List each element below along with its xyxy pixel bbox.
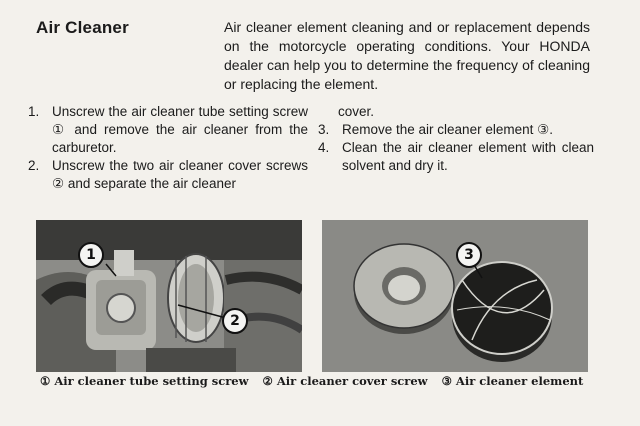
figure-caption [40, 374, 600, 388]
intro-text: Air cleaner element cleaning and or replacement depends on the motorcycle operating conditions. Your HONDA dealer can help you to determine the frequency of cleaning or replacing the element. [224, 19, 590, 92]
step-2 [28, 157, 308, 193]
air-cleaner-element-illustration [322, 220, 588, 372]
callout-3: 3 [456, 242, 482, 268]
step-text: Clean the air cleaner element with clean solvent and dry it. [342, 140, 594, 173]
step-text: Unscrew the two air cleaner cover screws ② and separate the air cleaner [52, 158, 308, 191]
caption-item-1: ① Air cleaner tube setting screw [40, 374, 249, 388]
step-4 [318, 139, 594, 175]
step-number: 1. [28, 104, 40, 119]
callout-1: 1 [78, 242, 104, 268]
step-1 [28, 103, 308, 157]
step-text: Unscrew the air cleaner tube setting screw ① and remove the air cleaner from the carburetor. [52, 104, 308, 155]
caption-item-2: ② Air cleaner cover screw [262, 374, 428, 388]
step-number: 4. [318, 140, 330, 155]
step-3 [318, 121, 594, 139]
step-text: Remove the air cleaner element ③. [342, 122, 553, 137]
steps-column-right [318, 103, 594, 175]
step-2-continued [318, 103, 594, 121]
carburetor-illustration [36, 220, 302, 372]
caption-item-3: ③ Air cleaner element [441, 374, 584, 388]
carburetor-photo [36, 220, 302, 372]
air-cleaner-element-photo [322, 220, 588, 372]
step-number: 3. [318, 122, 330, 137]
steps-column-left [28, 103, 308, 193]
callout-2: 2 [222, 308, 248, 334]
step-text: cover. [338, 104, 375, 119]
intro-paragraph [224, 18, 590, 94]
step-number: 2. [28, 158, 40, 173]
section-title: Air Cleaner [36, 18, 129, 37]
